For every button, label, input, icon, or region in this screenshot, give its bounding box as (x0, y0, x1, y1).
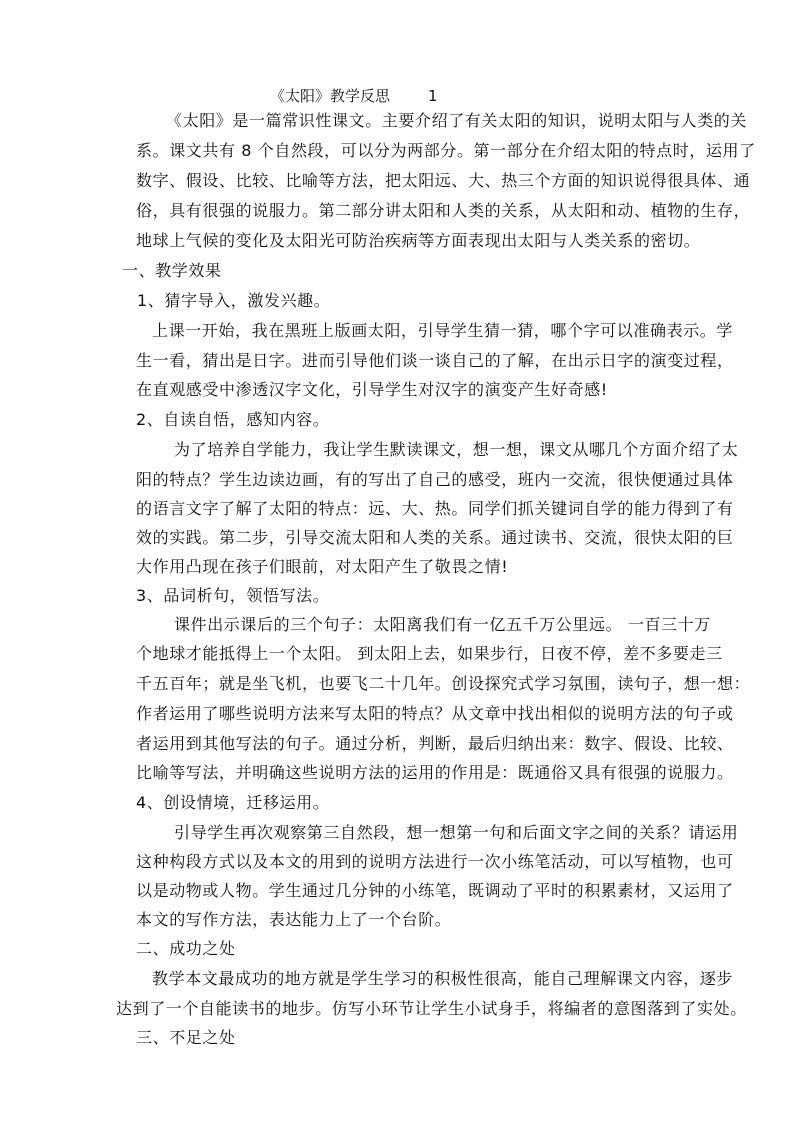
paragraph-line: 为了培养自学能力，我让学生默读课文，想一想，课文从哪几个方面介绍了太 (174, 440, 739, 459)
subsection-heading: 1、猜字导入，激发兴趣。 (137, 291, 331, 310)
section-heading: 二、成功之处 (136, 939, 236, 958)
paragraph-line: 引导学生再次观察第三自然段，想一想第一句和后面文字之间的关系？请运用 (174, 823, 739, 842)
subsection-heading: 3、品词析句，领悟写法。 (136, 586, 330, 605)
paragraph-line: 效的实践。第二步，引导交流太阳和人类的关系。通过读书、交流，很快太阳的巨 (136, 528, 734, 547)
paragraph-line: 作者运用了哪些说明方法来写太阳的特点？从文章中找出相似的说明方法的句子或 (136, 704, 734, 723)
subsection-heading: 2、自读自悟，感知内容。 (136, 410, 330, 429)
paragraph-line: 以是动物或人物。学生通过几分钟的小练笔，既调动了平时的积累素材，又运用了 (136, 881, 734, 900)
paragraph-line: 本文的写作方法，表达能力上了一个台阶。 (136, 910, 452, 929)
paragraph-line: 的语言文字了解了太阳的特点：远、大、热。同学们抓关键词自学的能力得到了有 (136, 499, 734, 518)
paragraph-line: 系。课文共有 8 个自然段，可以分为两部分。第一部分在介绍太阳的特点时，运用了 (136, 141, 756, 160)
paragraph-line: 教学本文最成功的地方就是学生学习的积极性很高，能自己理解课文内容，逐步 (152, 969, 734, 988)
paragraph-line: 上课一开始，我在黑班上版画太阳，引导学生猜一猜，哪个字可以准确表示。学 (152, 321, 734, 340)
paragraph-line: 者运用到其他写法的句子。通过分析，判断，最后归纳出来：数字、假设、比较、 (136, 734, 734, 753)
paragraph-line: 数字、假设、比较、比喻等方法，把太阳远、大、热三个方面的知识说得很具体、通 (136, 171, 751, 190)
document-title-number: 1 (428, 87, 438, 105)
paragraph-line: 俗，具有很强的说服力。第二部分讲太阳和人类的关系，从太阳和动、植物的生存， (136, 201, 751, 220)
document-title: 《太阳》教学反思 (270, 87, 391, 105)
paragraph-line: 地球上气候的变化及太阳光可防治疾病等方面表现出太阳与人类关系的密切。 (136, 231, 701, 250)
paragraph-line: 个地球才能抵得上一个太阳。 到太阳上去，如果步行，日夜不停，差不多要走三 (136, 644, 723, 663)
paragraph-line: 比喻等写法，并明确这些说明方法的运用的作用是：既通俗又具有很强的说服力。 (136, 763, 734, 782)
subsection-heading: 4、创设情境，迁移运用。 (136, 793, 330, 812)
paragraph-line: 达到了一个自能读书的地步。仿写小环节让学生小试身手，将编者的意图落到了实处。 (116, 999, 747, 1018)
paragraph-line: 大作用凸现在孩子们眼前，对太阳产生了敬畏之情! (136, 557, 509, 576)
paragraph-line: 阳的特点？学生边读边画，有的写出了自己的感受，班内一交流，很快便通过具体 (136, 470, 734, 489)
section-heading: 三、不足之处 (136, 1028, 236, 1047)
paragraph-line: 这种构段方式以及本文的用到的说明方法进行一次小练笔活动，可以写植物，也可 (136, 852, 734, 871)
paragraph-line: 《太阳》是一篇常识性课文。主要介绍了有关太阳的知识，说明太阳与人类的关 (166, 111, 748, 130)
paragraph-line: 在直观感受中渗透汉字文化，引导学生对汉字的演变产生好奇感! (136, 380, 608, 399)
section-heading: 一、教学效果 (122, 261, 222, 280)
paragraph-line: 课件出示课后的三个句子：太阳离我们有一亿五千万公里远。 一百三十万 (174, 615, 711, 634)
paragraph-line: 生一看，猜出是日字。进而引导他们谈一谈自己的了解，在出示日字的演变过程， (136, 351, 734, 370)
paragraph-line: 千五百年；就是坐飞机，也要飞二十几年。创设探究式学习氛围，读句子，想一想： (136, 674, 751, 693)
